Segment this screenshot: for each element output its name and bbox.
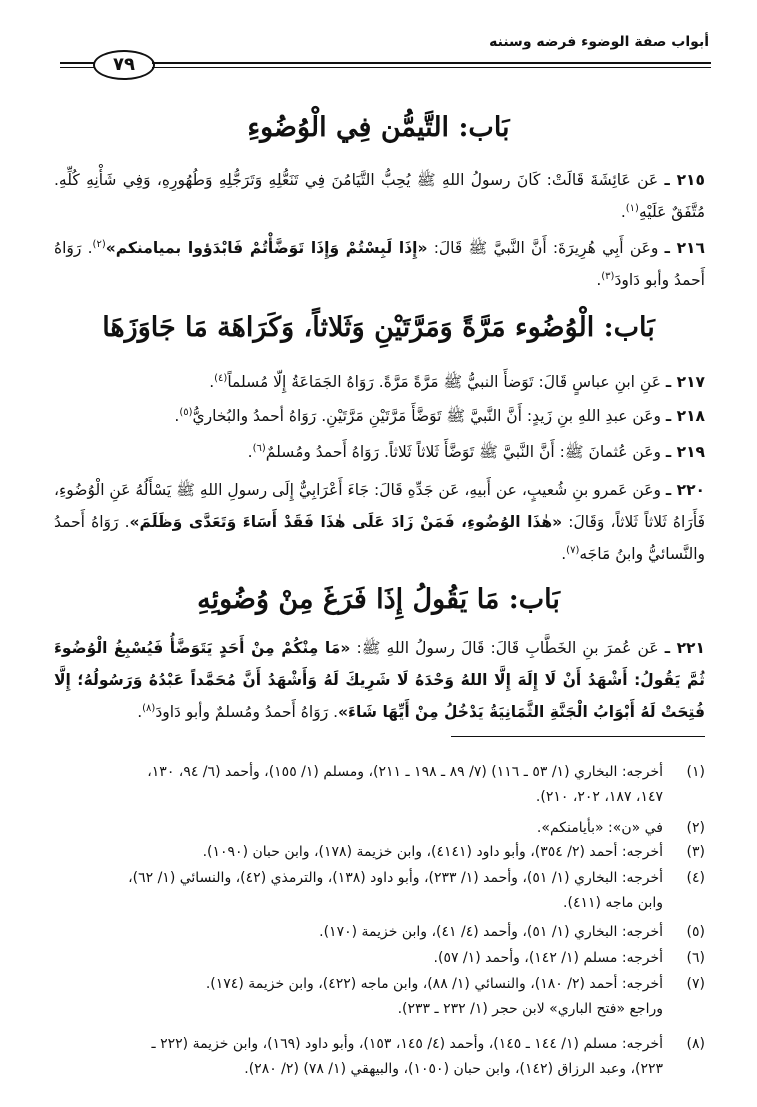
footnote-marker: (٨) [142, 702, 156, 714]
hadith-number: ٢١٥ ـ [664, 171, 705, 189]
footnote-line: وراجع «فتح الباري» لابن حجر (١/ ٢٣٢ ـ ٢٣٣). [397, 1001, 663, 1017]
footnote-line: ١٤٧، ١٨٧، ٢٠٢، ٢١٠). [535, 789, 663, 805]
hadith-text: وعَن عبدِ اللهِ بنِ زَيدٍ: أَنَّ النَّبيَّ ﷺ تَوَضَّأَ مَرَّتَيْنِ مَرَّتَيْنِ. رَوَاهُ أحمدُ والبُخاريُّ [192, 407, 661, 425]
hadith-221 [54, 632, 705, 728]
footnote-marker: (٢) [92, 238, 106, 250]
footnote-separator [451, 736, 705, 737]
hadith-number: ٢٢١ ـ [664, 639, 705, 657]
hadith-number: ٢١٩ ـ [665, 443, 705, 461]
hadith-215 [54, 164, 705, 228]
hadith-tail: . [137, 703, 143, 721]
header-rule-thin [152, 67, 711, 68]
hadith-number: ٢١٦ ـ [664, 239, 705, 257]
hadith-218 [54, 400, 705, 432]
footnote-number: (٢) [686, 820, 705, 836]
hadith-text: . رَوَاهُ أَحمدُ ومُسلمٌ وأبو دَاودَ [155, 703, 339, 721]
hadith-text: عَنِ ابنِ عباسٍ قَالَ: تَوَضأَ النبيُّ ﷺ مَرَّةً مَرَّةً. رَوَاهُ الجَمَاعَةُ إِلّا مُسلماً [227, 373, 661, 391]
hadith-text: عَن عُمرَ بنِ الخَطَّابِ قَالَ: قَالَ رسولُ اللهِ ﷺ: [356, 639, 659, 657]
page-number: ٧٩ [93, 50, 155, 80]
chapter-heading: بَاب: مَا يَقُولُ إِذَا فَرَغَ مِنْ وُضُوئِهِ [197, 584, 560, 615]
footnote-line: أخرجه: أحمد (٢/ ١٨٠)، والنسائي (١/ ٨٨)، وابن ماجه (٤٢٢)، وابن خزيمة (١٧٤). [205, 976, 663, 992]
hadith-217 [54, 366, 705, 398]
hadith-text: عَن عَائِشَةَ قَالَتْ: كَانَ رسولُ اللهِ ﷺ يُحِبُّ التَّيَامُنَ فِي تَنَعُّلِهِ وَتَرَجُّلِهِ وَطُهُورِهِ، وَفِي شَأْنِهِ كُلِّهِ. مُتَّفَقٌ عَلَيْهِ [54, 171, 705, 221]
footnote-line: ٢٢٣)، وعبد الرزاق (١٤٢)، وابن حبان (١٠٥٠)، والبيهقي (١/ ٧٨) (٢/ ٢٨٠). [244, 1061, 663, 1077]
hadith-216 [54, 232, 705, 296]
prophetic-quote: «هٰذَا الوُضُوءِ، فَمَنْ زَادَ عَلَى هٰذَا فَقَدْ أَسَاءَ وَتَعَدَّى وَظَلَمَ» [129, 513, 563, 531]
footnote-number: (٤) [686, 870, 705, 886]
footnote-number: (٣) [686, 844, 705, 860]
header-rule-left [60, 62, 94, 64]
footnote-line: أخرجه: أحمد (٢/ ٣٥٤)، وأبو داود (٤١٤١)، وابن خزيمة (١٧٨)، وابن حبان (١٠٩٠). [202, 844, 663, 860]
hadith-tail: . [247, 443, 253, 461]
hadith-number: ٢١٨ ـ [665, 407, 705, 425]
footnote-5 [54, 920, 705, 945]
footnote-line: أخرجه: البخاري (١/ ٥١)، وأحمد (٤/ ٤١)، وابن خزيمة (١٧٠). [319, 924, 663, 940]
footnote-marker: (٤) [214, 372, 228, 384]
footnote-8 [54, 1032, 705, 1082]
footnote-marker: (٥) [179, 406, 193, 418]
hadith-text: وعَن عَمرو بنِ شُعيبٍ، عن أَبيهِ، عَن جَدِّهِ قَالَ: جَاءَ أَعْرَابِيٌّ إِلَى رسولِ اللهِ ﷺ يَسْأَلُهُ عَنِ الْوُضُوءِ، فَأَرَاهُ ثَلاثاً ثَلاثاً، وَقَالَ: [54, 481, 705, 531]
hadith-tail: . [174, 407, 180, 425]
footnote-number: (٨) [686, 1036, 705, 1052]
hadith-text: . رَوَاهُ أَحمدُ والنَّسائيُّ وابنُ مَاجَه [54, 513, 705, 563]
footnote-number: (٧) [686, 976, 705, 992]
footnote-4 [54, 866, 705, 916]
footnote-number: (٦) [686, 950, 705, 966]
footnote-number: (١) [686, 764, 705, 780]
hadith-219 [54, 436, 705, 468]
footnote-3 [54, 840, 705, 865]
prophetic-quote: «مَا مِنْكُمْ مِنْ أَحَدٍ يَتَوَضَّأُ فَيُسْبِغُ الْوُضُوءَ ثُمَّ يَقُولُ: أَشْهَدُ أَنْ لَا إِلَهَ إِلَّا اللهُ وَحْدَهُ لَا شَرِيكَ لَهُ وَأَشْهَدُ أَنَّ مُحَمَّداً عَبْدُهُ وَرَسُولُهُ؛ إِلَّا فُتِحَتْ لَهُ أَبْوَابُ الْجَنَّةِ الثَّمَانِيَةُ يَدْخُلُ مِنْ أَيِّهَا شَاءَ» [54, 639, 705, 721]
footnote-1 [54, 760, 705, 810]
footnote-7 [54, 972, 705, 1022]
footnote-line: أخرجه: مسلم (١/ ١٤٤ ـ ١٤٥)، وأحمد (٤/ ١٤٥، ١٥٣)، وأبو داود (١٦٩)، وابن خزيمة (٢٢٢ ـ [151, 1036, 663, 1052]
hadith-tail: . [620, 203, 626, 221]
footnote-number: (٥) [686, 924, 705, 940]
running-title: أبواب صفة الوضوء فرضه وسننه [489, 34, 709, 50]
footnote-marker: (٦) [252, 442, 266, 454]
footnote-line: أخرجه: البخاري (١/ ٥١)، وأحمد (١/ ٢٣٣)، وأبو داود (١٣٨)، والترمذي (٤٢)، والنسائي (١/ ٦٢)، [128, 870, 663, 886]
hadith-number: ٢١٧ ـ [665, 373, 705, 391]
hadith-text: وعَن أَبِي هُرِيرَةَ: أَنَّ النَّبيَّ ﷺ قَالَ: [433, 239, 659, 257]
header-rule [152, 62, 711, 64]
chapter-heading: بَاب: الْوُضُوء مَرَّةً وَمَرَّتَيْنِ وَثَلاثاً، وَكَرَاهَة مَا جَاوَزَهَا [102, 312, 655, 343]
prophetic-quote: «إِذَا لَبِسْتُمْ وَإِذَا تَوَضَّأْتُمْ فَابْدَؤوا بميامنكم» [105, 239, 428, 257]
hadith-number: ٢٢٠ ـ [665, 481, 705, 499]
footnote-marker: (٧) [566, 544, 580, 556]
hadith-tail: . [561, 545, 567, 563]
footnote-line: وابن ماجه (٤١١). [563, 895, 663, 911]
footnote-2 [54, 816, 705, 841]
footnote-line: أخرجه: مسلم (١/ ١٤٢)، وأحمد (١/ ٥٧). [433, 950, 663, 966]
hadith-text: . رَوَاهُ أَحمدُ وأبو دَاودَ [54, 239, 705, 289]
footnote-marker: (٣) [601, 270, 615, 282]
header-rule-left-thin [60, 67, 94, 68]
hadith-text: وعَن عُثمانَ ﷺ: أَنَّ النَّبيَّ ﷺ تَوَضَّأَ ثَلاثاً ثَلاثاً. رَوَاهُ أَحمدُ ومُسلمٌ [265, 443, 661, 461]
hadith-220 [54, 474, 705, 570]
footnote-6 [54, 946, 705, 971]
footnote-line: في «ن»: «بأيامنكم». [536, 820, 663, 836]
hadith-tail: . [596, 271, 602, 289]
footnote-marker: (١) [625, 202, 639, 214]
footnote-line: أخرجه: البخاري (١/ ٥٣ ـ ١١٦) (٧/ ٨٩ ـ ١٩٨ ـ ٢١١)، ومسلم (١/ ١٥٥)، وأحمد (٦/ ٩٤، ١٣٠، [147, 764, 663, 780]
chapter-heading: بَاب: التَّيمُّن فِي الْوُضُوءِ [247, 112, 510, 143]
hadith-tail: . [209, 373, 215, 391]
